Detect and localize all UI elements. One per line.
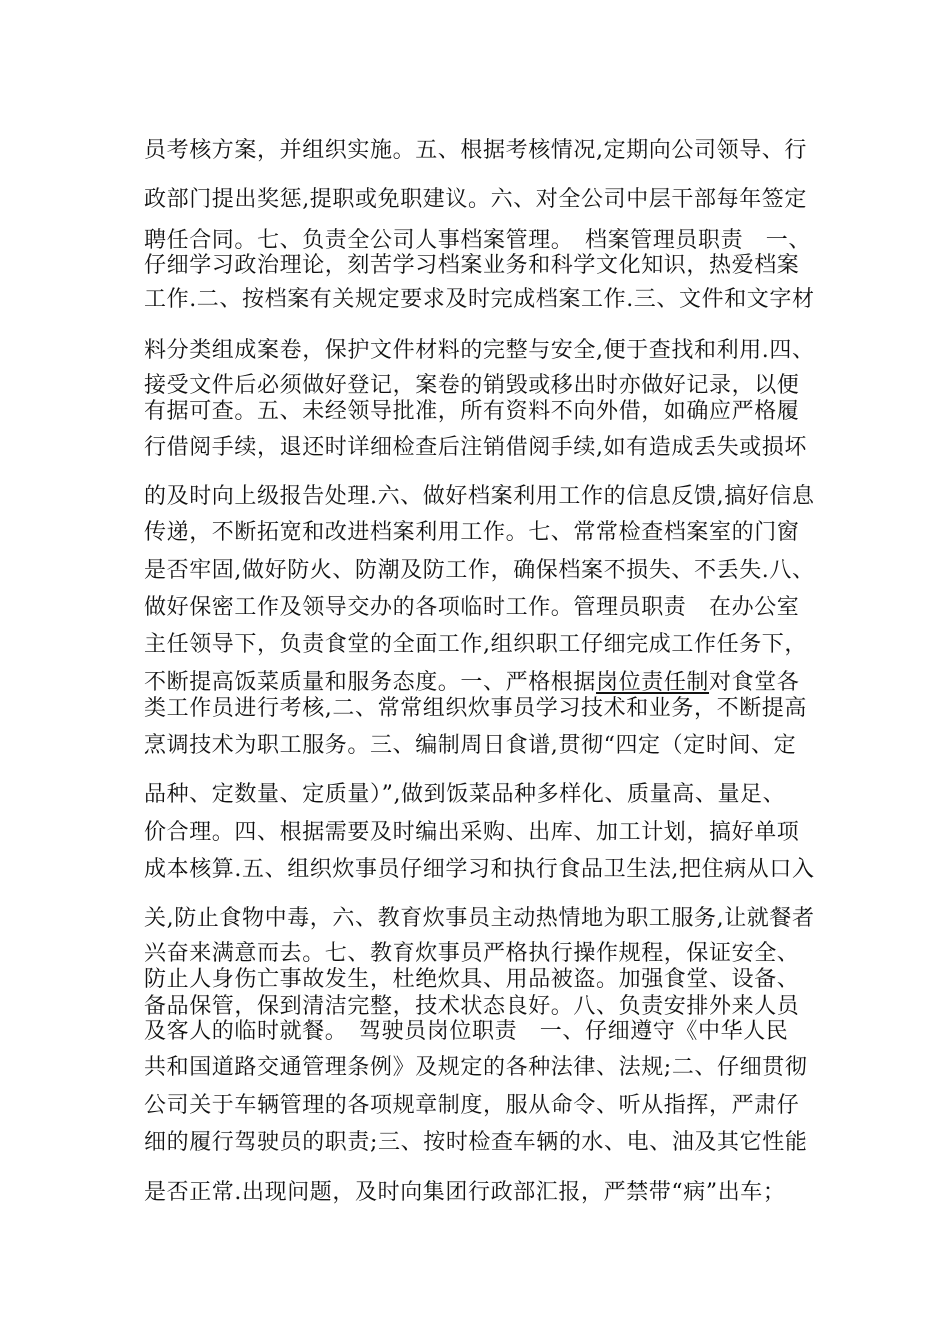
text-line: 兴奋来满意而去。七、教育炊事员严格执行操作规程，保证安全、 <box>144 941 800 966</box>
text-line: 关,防止食物中毒，六、教育炊事员主动热情地为职工服务,让就餐者 <box>144 906 815 931</box>
text-line: 防止人身伤亡事故发生，杜绝炊具、用品被盗。加强食堂、设备、 <box>144 967 800 992</box>
text-line: 是否正常.出现问题，及时向集团行政部汇报，严禁带“病”出车； <box>144 1180 786 1205</box>
text-line: 细的履行驾驶员的职责;三、按时检查车辆的水、电、油及其它性能 <box>144 1130 808 1155</box>
text-line: 主任领导下，负责食堂的全面工作,组织职工仔细完成工作任务下， <box>144 632 807 657</box>
text-segment: 不断提高饭菜质量和服务态度。一、严格根据 <box>144 670 597 695</box>
text-line: 传递，不断拓宽和改进档案利用工作。七、常常检查档案室的门窗 <box>144 520 800 545</box>
text-line: 成本核算.五、组织炊事员仔细学习和执行食品卫生法,把住病从口入 <box>144 857 815 882</box>
text-line: 员考核方案，并组织实施。五、根据考核情况,定期向公司领导、行 <box>144 138 807 163</box>
text-line: 公司关于车辆管理的各项规章制度，服从命令、听从指挥，严肃仔 <box>144 1093 800 1118</box>
text-line: 政部门提出奖惩,提职或免职建议。六、对全公司中层干部每年签定 <box>144 187 807 212</box>
text-line: 及客人的临时就餐。 驾驶员岗位职责 一、仔细遵守《中华人民 <box>144 1019 789 1044</box>
text-line: 类工作员进行考核,二、常常组织炊事员学习技术和业务，不断提高 <box>144 696 807 721</box>
text-line: 备品保管，保到清洁完整，技术状态良好。八、负责安排外来人员 <box>144 994 800 1019</box>
text-segment: 对食堂各 <box>709 670 800 695</box>
text-line: 烹调技术为职工服务。三、编制周日食谱,贯彻“四定（定时间、定 <box>144 733 797 758</box>
text-line: 品种、定数量、定质量）”,做到饭菜品种多样化、质量高、量足、 <box>144 782 786 807</box>
text-line: 有据可查。五、未经领导批准，所有资料不向外借，如确应严格履 <box>144 399 800 424</box>
text-line: 共和国道路交通管理条例》及规定的各种法律、法规;二、仔细贯彻 <box>144 1055 808 1080</box>
text-line: 工作.二、按档案有关规定要求及时完成档案工作.三、文件和文字材 <box>144 287 815 312</box>
text-line: 接受文件后必须做好登记，案卷的销毁或移出时亦做好记录，以便 <box>144 373 800 398</box>
text-line: 价合理。四、根据需要及时编出采购、出库、加工计划，搞好单项 <box>144 820 800 845</box>
text-line: 仔细学习政治理论，刻苦学习档案业务和科学文化知识，热爱档案 <box>144 253 800 278</box>
text-line: 是否牢固,做好防火、防潮及防工作，确保档案不损失、不丢失.八、 <box>144 558 815 583</box>
text-line: 聘任合同。七、负责全公司人事档案管理。 档案管理员职责 一、 <box>144 228 812 253</box>
text-line: 行借阅手续，退还时详细检查后注销借阅手续,如有造成丢失或损坏 <box>144 435 807 460</box>
text-line: 料分类组成案卷，保护文件材料的完整与安全,便于查找和利用.四、 <box>144 338 815 363</box>
text-line: 的及时向上级报告处理.六、做好档案利用工作的信息反馈,搞好信息 <box>144 484 815 509</box>
job-responsibility-link[interactable]: 岗位责任制 <box>596 670 710 695</box>
text-line: 做好保密工作及领导交办的各项临时工作。管理员职责 在办公室 <box>144 595 800 620</box>
